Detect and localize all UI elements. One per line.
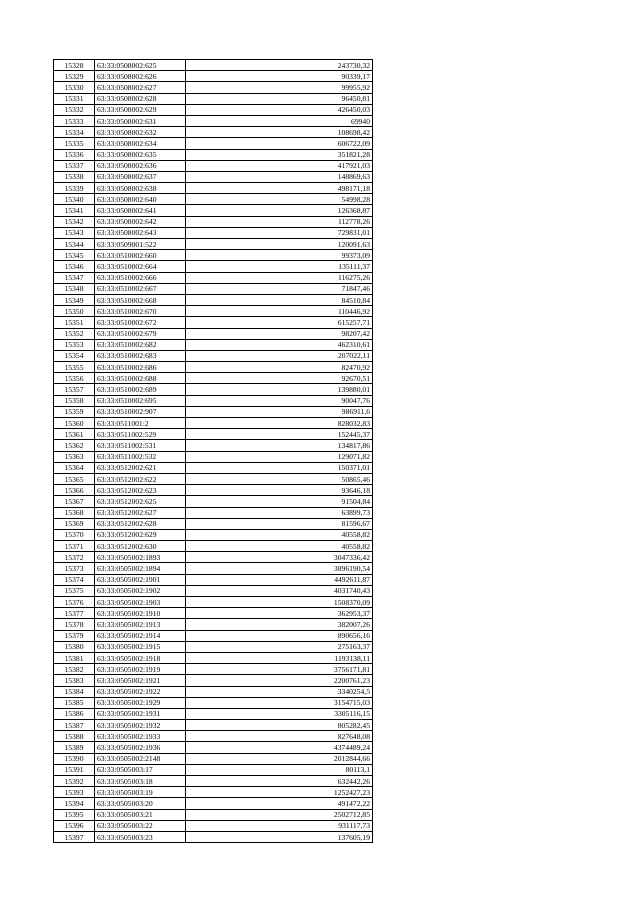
- value-cell: 110446,92: [186, 306, 373, 317]
- table-row: [54, 216, 373, 227]
- table-row: [54, 127, 373, 138]
- table-row: [54, 429, 373, 440]
- value-cell: 2200761,23: [186, 675, 373, 686]
- value-cell: 986911,6: [186, 406, 373, 417]
- row-number-cell: 15388: [54, 731, 95, 742]
- value-cell: 3756171,81: [186, 664, 373, 675]
- cadastral-number-cell: 63:33:0510002:670: [95, 306, 186, 317]
- row-number-cell: 15366: [54, 485, 95, 496]
- cadastral-number-cell: 63:33:0508002:634: [95, 138, 186, 149]
- value-cell: 84510,84: [186, 294, 373, 305]
- value-cell: 3340254,5: [186, 686, 373, 697]
- cadastral-number-cell: 63:33:0505003:19: [95, 787, 186, 798]
- row-number-cell: 15345: [54, 250, 95, 261]
- cadastral-number-cell: 63:33:0510002:682: [95, 339, 186, 350]
- cadastral-number-cell: 63:33:0505003:23: [95, 831, 186, 842]
- row-number-cell: 15344: [54, 239, 95, 250]
- cadastral-number-cell: 63:33:0508002:640: [95, 194, 186, 205]
- cadastral-number-cell: 63:33:0508002:629: [95, 104, 186, 115]
- table-row: [54, 362, 373, 373]
- table-row: [54, 697, 373, 708]
- row-number-cell: 15328: [54, 60, 95, 71]
- table-row: [54, 462, 373, 473]
- value-cell: 382007,26: [186, 619, 373, 630]
- cadastral-number-cell: 63:33:0505002:1932: [95, 720, 186, 731]
- value-cell: 462310,61: [186, 339, 373, 350]
- table-row: [54, 831, 373, 842]
- cadastral-number-cell: 63:33:0510002:668: [95, 294, 186, 305]
- value-cell: 82470,92: [186, 362, 373, 373]
- table-row: [54, 507, 373, 518]
- value-cell: 112778,26: [186, 216, 373, 227]
- table-row: [54, 93, 373, 104]
- row-number-cell: 15359: [54, 406, 95, 417]
- value-cell: 827648,08: [186, 731, 373, 742]
- value-cell: 98207,42: [186, 328, 373, 339]
- cadastral-number-cell: 63:33:0512002:629: [95, 529, 186, 540]
- row-number-cell: 15374: [54, 574, 95, 585]
- table-row: [54, 641, 373, 652]
- cadastral-number-cell: 63:33:0510002:666: [95, 272, 186, 283]
- table-row: [54, 294, 373, 305]
- row-number-cell: 15368: [54, 507, 95, 518]
- row-number-cell: 15342: [54, 216, 95, 227]
- table-row: [54, 317, 373, 328]
- row-number-cell: 15332: [54, 104, 95, 115]
- cadastral-number-cell: 63:33:0510002:672: [95, 317, 186, 328]
- row-number-cell: 15377: [54, 608, 95, 619]
- cadastral-number-cell: 63:33:0510002:686: [95, 362, 186, 373]
- value-cell: 615257,71: [186, 317, 373, 328]
- cadastral-number-cell: 63:33:0505002:1901: [95, 574, 186, 585]
- cadastral-number-cell: 63:33:0510002:689: [95, 384, 186, 395]
- row-number-cell: 15389: [54, 742, 95, 753]
- value-cell: 120091,63: [186, 239, 373, 250]
- value-cell: 80113,1: [186, 764, 373, 775]
- cadastral-number-cell: 63:33:0505003:20: [95, 798, 186, 809]
- cadastral-number-cell: 63:33:0505002:1910: [95, 608, 186, 619]
- row-number-cell: 15331: [54, 93, 95, 104]
- table-row: [54, 104, 373, 115]
- value-cell: 148869,63: [186, 171, 373, 182]
- value-cell: 1508370,09: [186, 597, 373, 608]
- value-cell: 606722,09: [186, 138, 373, 149]
- cadastral-number-cell: 63:33:0505002:1913: [95, 619, 186, 630]
- row-number-cell: 15356: [54, 373, 95, 384]
- row-number-cell: 15361: [54, 429, 95, 440]
- cadastral-number-cell: 63:33:0510002:664: [95, 261, 186, 272]
- table-row: [54, 485, 373, 496]
- table-row: [54, 440, 373, 451]
- value-cell: 828032,83: [186, 418, 373, 429]
- cadastral-number-cell: 63:33:0512002:623: [95, 485, 186, 496]
- row-number-cell: 15352: [54, 328, 95, 339]
- row-number-cell: 15379: [54, 630, 95, 641]
- value-cell: 135111,37: [186, 261, 373, 272]
- row-number-cell: 15337: [54, 160, 95, 171]
- table-row: [54, 395, 373, 406]
- row-number-cell: 15380: [54, 641, 95, 652]
- table-row: [54, 339, 373, 350]
- row-number-cell: 15340: [54, 194, 95, 205]
- value-cell: 92670,51: [186, 373, 373, 384]
- value-cell: 4374489,24: [186, 742, 373, 753]
- value-cell: 69940: [186, 115, 373, 126]
- value-cell: 351821,28: [186, 149, 373, 160]
- value-cell: 40558,82: [186, 529, 373, 540]
- table-row: [54, 384, 373, 395]
- cadastral-number-cell: 63:33:0508002:631: [95, 115, 186, 126]
- value-cell: 890656,16: [186, 630, 373, 641]
- row-number-cell: 15329: [54, 71, 95, 82]
- row-number-cell: 15330: [54, 82, 95, 93]
- row-number-cell: 15353: [54, 339, 95, 350]
- cadastral-number-cell: 63:33:0505002:1922: [95, 686, 186, 697]
- table-row: [54, 227, 373, 238]
- row-number-cell: 15367: [54, 496, 95, 507]
- value-cell: 729831,01: [186, 227, 373, 238]
- table-row: [54, 473, 373, 484]
- row-number-cell: 15395: [54, 809, 95, 820]
- cadastral-number-cell: 63:33:0508002:625: [95, 60, 186, 71]
- value-cell: 91504,84: [186, 496, 373, 507]
- cadastral-number-cell: 63:33:0510002:695: [95, 395, 186, 406]
- table-row: [54, 328, 373, 339]
- table-row: [54, 194, 373, 205]
- row-number-cell: 15385: [54, 697, 95, 708]
- value-cell: 1252427,23: [186, 787, 373, 798]
- cadastral-number-cell: 63:33:0505002:1933: [95, 731, 186, 742]
- row-number-cell: 15346: [54, 261, 95, 272]
- cadastral-number-cell: 63:33:0508002:632: [95, 127, 186, 138]
- value-cell: 243730,32: [186, 60, 373, 71]
- cadastral-number-cell: 63:33:0512002:630: [95, 541, 186, 552]
- cadastral-number-cell: 63:33:0505002:2148: [95, 753, 186, 764]
- table-row: [54, 205, 373, 216]
- table-row: [54, 283, 373, 294]
- value-cell: 50865,46: [186, 473, 373, 484]
- cadastral-number-cell: 63:33:0505002:1915: [95, 641, 186, 652]
- cadastral-number-cell: 63:33:0511001:2: [95, 418, 186, 429]
- table-row: [54, 798, 373, 809]
- value-cell: 152445,37: [186, 429, 373, 440]
- row-number-cell: 15363: [54, 451, 95, 462]
- value-cell: 90047,76: [186, 395, 373, 406]
- table-row: [54, 720, 373, 731]
- cadastral-number-cell: 63:33:0510002:688: [95, 373, 186, 384]
- cadastral-number-cell: 63:33:0508002:641: [95, 205, 186, 216]
- table-row: [54, 250, 373, 261]
- cadastral-number-cell: 63:33:0510002:907: [95, 406, 186, 417]
- table-row: [54, 552, 373, 563]
- table-row: [54, 272, 373, 283]
- row-number-cell: 15348: [54, 283, 95, 294]
- row-number-cell: 15333: [54, 115, 95, 126]
- table-row: [54, 664, 373, 675]
- table-row: [54, 708, 373, 719]
- table-row: [54, 160, 373, 171]
- row-number-cell: 15396: [54, 820, 95, 831]
- value-cell: 81596,67: [186, 518, 373, 529]
- row-number-cell: 15351: [54, 317, 95, 328]
- row-number-cell: 15334: [54, 127, 95, 138]
- row-number-cell: 15358: [54, 395, 95, 406]
- cadastral-number-cell: 63:33:0505002:1918: [95, 652, 186, 663]
- table-row: [54, 585, 373, 596]
- cadastral-number-cell: 63:33:0508002:627: [95, 82, 186, 93]
- cadastral-value-table: [53, 59, 373, 843]
- cadastral-number-cell: 63:33:0512002:627: [95, 507, 186, 518]
- table-row: [54, 518, 373, 529]
- table-row: [54, 675, 373, 686]
- row-number-cell: 15378: [54, 619, 95, 630]
- cadastral-number-cell: 63:33:0511002:531: [95, 440, 186, 451]
- table-row: [54, 149, 373, 160]
- cadastral-number-cell: 63:33:0505003:17: [95, 764, 186, 775]
- value-cell: 3896190,54: [186, 563, 373, 574]
- row-number-cell: 15392: [54, 776, 95, 787]
- cadastral-number-cell: 63:33:0509001:522: [95, 239, 186, 250]
- cadastral-number-cell: 63:33:0505003:22: [95, 820, 186, 831]
- cadastral-number-cell: 63:33:0508002:626: [95, 71, 186, 82]
- value-cell: 491472,22: [186, 798, 373, 809]
- value-cell: 139880,01: [186, 384, 373, 395]
- cadastral-number-cell: 63:33:0505003:21: [95, 809, 186, 820]
- row-number-cell: 15364: [54, 462, 95, 473]
- cadastral-number-cell: 63:33:0511002:532: [95, 451, 186, 462]
- table-row: [54, 306, 373, 317]
- cadastral-number-cell: 63:33:0512002:622: [95, 473, 186, 484]
- value-cell: 275163,37: [186, 641, 373, 652]
- cadastral-number-cell: 63:33:0510002:667: [95, 283, 186, 294]
- row-number-cell: 15376: [54, 597, 95, 608]
- table-row: [54, 451, 373, 462]
- value-cell: 2502712,85: [186, 809, 373, 820]
- value-cell: 4492611,87: [186, 574, 373, 585]
- cadastral-number-cell: 63:33:0512002:625: [95, 496, 186, 507]
- cadastral-number-cell: 63:33:0505002:1903: [95, 597, 186, 608]
- table-row: [54, 60, 373, 71]
- row-number-cell: 15375: [54, 585, 95, 596]
- row-number-cell: 15349: [54, 294, 95, 305]
- value-cell: 2012844,66: [186, 753, 373, 764]
- value-cell: 137605,19: [186, 831, 373, 842]
- row-number-cell: 15354: [54, 350, 95, 361]
- row-number-cell: 15397: [54, 831, 95, 842]
- row-number-cell: 15390: [54, 753, 95, 764]
- cadastral-number-cell: 63:33:0511002:529: [95, 429, 186, 440]
- value-cell: 90339,17: [186, 71, 373, 82]
- value-cell: 134817,86: [186, 440, 373, 451]
- row-number-cell: 15347: [54, 272, 95, 283]
- table-row: [54, 764, 373, 775]
- cadastral-number-cell: 63:33:0508002:628: [95, 93, 186, 104]
- cadastral-number-cell: 63:33:0505002:1893: [95, 552, 186, 563]
- row-number-cell: 15335: [54, 138, 95, 149]
- row-number-cell: 15393: [54, 787, 95, 798]
- table-row: [54, 820, 373, 831]
- table-row: [54, 742, 373, 753]
- cadastral-number-cell: 63:33:0512002:628: [95, 518, 186, 529]
- row-number-cell: 15370: [54, 529, 95, 540]
- table-row: [54, 496, 373, 507]
- cadastral-number-cell: 63:33:0508002:638: [95, 183, 186, 194]
- row-number-cell: 15365: [54, 473, 95, 484]
- value-cell: 1193138,11: [186, 652, 373, 663]
- value-cell: 93646,18: [186, 485, 373, 496]
- value-cell: 931117,73: [186, 820, 373, 831]
- table-row: [54, 529, 373, 540]
- row-number-cell: 15391: [54, 764, 95, 775]
- cadastral-number-cell: 63:33:0508002:637: [95, 171, 186, 182]
- row-number-cell: 15386: [54, 708, 95, 719]
- cadastral-number-cell: 63:33:0505002:1936: [95, 742, 186, 753]
- table-row: [54, 686, 373, 697]
- table-row: [54, 82, 373, 93]
- value-cell: 71847,46: [186, 283, 373, 294]
- table-row: [54, 239, 373, 250]
- cadastral-number-cell: 63:33:0505002:1919: [95, 664, 186, 675]
- table-row: [54, 115, 373, 126]
- cadastral-number-cell: 63:33:0505002:1914: [95, 630, 186, 641]
- cadastral-number-cell: 63:33:0510002:660: [95, 250, 186, 261]
- row-number-cell: 15387: [54, 720, 95, 731]
- row-number-cell: 15341: [54, 205, 95, 216]
- value-cell: 116275,26: [186, 272, 373, 283]
- value-cell: 632442,26: [186, 776, 373, 787]
- cadastral-number-cell: 63:33:0505003:18: [95, 776, 186, 787]
- table-row: [54, 406, 373, 417]
- value-cell: 129071,82: [186, 451, 373, 462]
- value-cell: 150371,01: [186, 462, 373, 473]
- value-cell: 805282,45: [186, 720, 373, 731]
- row-number-cell: 15336: [54, 149, 95, 160]
- table-row: [54, 776, 373, 787]
- value-cell: 426450,03: [186, 104, 373, 115]
- cadastral-number-cell: 63:33:0505002:1921: [95, 675, 186, 686]
- table-row: [54, 753, 373, 764]
- table-row: [54, 809, 373, 820]
- table-row: [54, 71, 373, 82]
- cadastral-number-cell: 63:33:0510002:683: [95, 350, 186, 361]
- table-row: [54, 261, 373, 272]
- cadastral-number-cell: 63:33:0508002:642: [95, 216, 186, 227]
- value-cell: 126368,87: [186, 205, 373, 216]
- row-number-cell: 15338: [54, 171, 95, 182]
- table-row: [54, 350, 373, 361]
- value-cell: 99955,92: [186, 82, 373, 93]
- table-row: [54, 652, 373, 663]
- table-row: [54, 731, 373, 742]
- value-cell: 498171,18: [186, 183, 373, 194]
- value-cell: 362953,37: [186, 608, 373, 619]
- value-cell: 96450,81: [186, 93, 373, 104]
- cadastral-number-cell: 63:33:0510002:679: [95, 328, 186, 339]
- row-number-cell: 15383: [54, 675, 95, 686]
- value-cell: 99373,09: [186, 250, 373, 261]
- value-cell: 417921,03: [186, 160, 373, 171]
- row-number-cell: 15355: [54, 362, 95, 373]
- table-row: [54, 597, 373, 608]
- cadastral-number-cell: 63:33:0508002:635: [95, 149, 186, 160]
- table-body: [54, 60, 373, 843]
- cadastral-number-cell: 63:33:0508002:636: [95, 160, 186, 171]
- row-number-cell: 15371: [54, 541, 95, 552]
- table-row: [54, 418, 373, 429]
- row-number-cell: 15372: [54, 552, 95, 563]
- row-number-cell: 15394: [54, 798, 95, 809]
- table-row: [54, 563, 373, 574]
- row-number-cell: 15382: [54, 664, 95, 675]
- row-number-cell: 15360: [54, 418, 95, 429]
- value-cell: 4031740,43: [186, 585, 373, 596]
- row-number-cell: 15350: [54, 306, 95, 317]
- cadastral-number-cell: 63:33:0508002:643: [95, 227, 186, 238]
- table-row: [54, 619, 373, 630]
- row-number-cell: 15343: [54, 227, 95, 238]
- cadastral-number-cell: 63:33:0505002:1894: [95, 563, 186, 574]
- cadastral-number-cell: 63:33:0512002:621: [95, 462, 186, 473]
- cadastral-number-cell: 63:33:0505002:1929: [95, 697, 186, 708]
- row-number-cell: 15384: [54, 686, 95, 697]
- value-cell: 40558,82: [186, 541, 373, 552]
- value-cell: 54998,28: [186, 194, 373, 205]
- cadastral-number-cell: 63:33:0505002:1931: [95, 708, 186, 719]
- table-row: [54, 787, 373, 798]
- table-row: [54, 171, 373, 182]
- row-number-cell: 15339: [54, 183, 95, 194]
- value-cell: 63899,73: [186, 507, 373, 518]
- value-cell: 3154715,03: [186, 697, 373, 708]
- table-row: [54, 541, 373, 552]
- table-row: [54, 608, 373, 619]
- row-number-cell: 15369: [54, 518, 95, 529]
- table-row: [54, 183, 373, 194]
- table-row: [54, 574, 373, 585]
- row-number-cell: 15381: [54, 652, 95, 663]
- value-cell: 207022,11: [186, 350, 373, 361]
- table-row: [54, 138, 373, 149]
- row-number-cell: 15362: [54, 440, 95, 451]
- table-row: [54, 630, 373, 641]
- value-cell: 3047336,42: [186, 552, 373, 563]
- value-cell: 108698,42: [186, 127, 373, 138]
- cadastral-number-cell: 63:33:0505002:1902: [95, 585, 186, 596]
- table-row: [54, 373, 373, 384]
- value-cell: 3305116,15: [186, 708, 373, 719]
- row-number-cell: 15357: [54, 384, 95, 395]
- row-number-cell: 15373: [54, 563, 95, 574]
